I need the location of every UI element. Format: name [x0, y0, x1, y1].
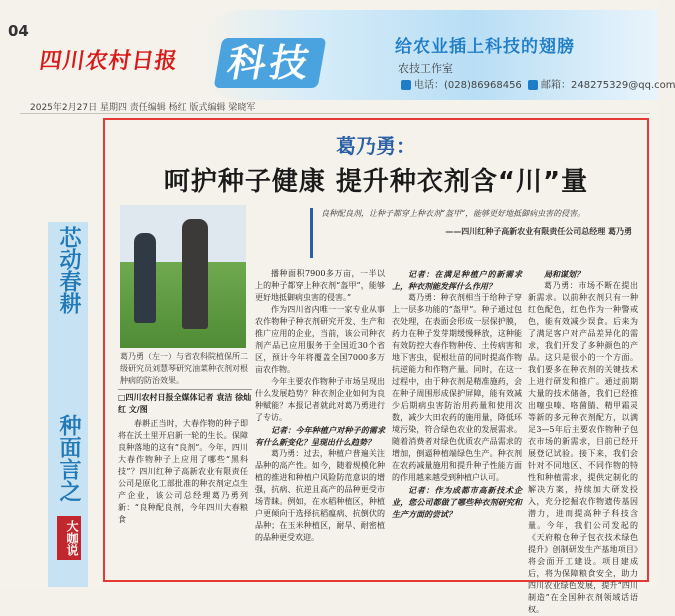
photo-person-left	[134, 233, 156, 323]
article-column-2	[255, 268, 385, 574]
pull-quote-source: ——四川红种子高新农业有限责任公司总经理 葛乃勇	[445, 227, 632, 236]
interview-question: 记者：在满足种植户的新需求上，种衣剂能发挥什么作用？	[392, 269, 522, 291]
article-photo	[120, 205, 246, 348]
contact-line	[398, 76, 675, 91]
dateline: 2025年2月27日 星期四 责任编辑 杨红 版式编辑 梁晓军	[30, 103, 256, 113]
pull-quote	[310, 208, 632, 258]
article-kicker: 葛乃勇：	[336, 134, 416, 158]
photo-person-right	[182, 219, 208, 329]
photo-caption: 葛乃勇（左一）与省农科院植保所二级研究员刘慧琴研究油菜种衣剂对根肿病的防治效果。	[120, 352, 248, 385]
header-divider	[20, 113, 650, 114]
side-strip-subtitle: 种面言之	[56, 414, 82, 502]
interview-answer: 葛乃勇：种衣剂相当于给种子穿上一层多功能的“盔甲”。种子通过包衣处理，在表面会形成一层保护膜，药力在种子发芽期缓慢释放，这种能有效防控大春作物种传、土传病害和地下害虫，促根壮苗的同时提高作物抗逆能力和作物产量。同时，在这一过程中，由于种衣剂是精准施药，会在种子周围形成保护屏障，能有效减少后期病虫害防治用药量和使用次数，减少大田农药的施用量，降低环境污染，符合绿色农业的发展需求。随着消费者对绿色优质农产品需求的增加，倒逼种植端绿色生产。种衣剂在农药减量施用和提升种子性能方面的作用越来越受到种植户认可。	[392, 293, 522, 482]
mail-icon	[528, 80, 538, 90]
studio-label: 农技工作室	[398, 62, 453, 75]
side-strip-title: 芯动春耕	[56, 226, 82, 314]
article-column-1	[118, 418, 248, 574]
section-slogan: 给农业插上科技的翅膀	[395, 37, 575, 57]
interview-question: 记者：今年种植户对种子的需求有什么新变化？呈现出什么趋势？	[255, 425, 385, 447]
article-column-3	[392, 268, 522, 574]
interview-question: 记者：作为成都市高新技术企业，您公司都做了哪些种衣剂研究和生产方面的尝试？	[392, 485, 522, 519]
column-paragraph: 春耕正当时，大春作物的种子即将在沃土里开启新一轮的生长。保障良种落地的这有“良剂”。今年，四川大春作物种子上应用了哪些“黑科技”？四川红种子高新农业有限责任公司是原化工部批准的种衣剂定点生产企业，该公司总经理葛乃勇列新：“良种配良剂，今年四川大春粮食	[118, 419, 248, 524]
email-address: 248275329@qq.com	[570, 80, 675, 91]
section-title: 科技	[214, 38, 327, 88]
phone-number: (028)86968456	[444, 80, 522, 91]
pull-quote-text: 良种配良剂，让种子都穿上种衣剂“盔甲”，能够更好地抵御病虫害的侵害。	[321, 209, 586, 218]
page-number: 04	[8, 22, 29, 40]
interview-question-end: 局和谋划？	[544, 269, 584, 279]
phone-icon	[401, 80, 411, 90]
interview-answer: 葛乃勇：市场不断在提出新需求。以前种衣剂只有一种红色配色，红色作为一种警戒色，能有效减少误食。后来为了满足客户对产品差异化的需求，我们开发了多种颜色的产品。这只是很小的一个方面。我们要多在种衣剂的关键技术上进行研发和推广。通过前期大量的技术储备，我们已经推出噻虫嗪、咯菌腈、精甲霜灵等新的多元种衣剂配方，以满足3—5年后主要农作物种子包衣市场的新需求，目前已经开展登记试验。接下来，我们会针对不同地区、不同作物的特性和种植需求，提供定制化的解决方案，持续加大研发投入，充分挖掘农作物遗传基因潜力，进而提高种子科技含量。今年，我们公司发起的《天府粮仓种子包衣技术绿色提升》创制研发生产基地项目》将会面开工建设。项目建成后，将为保障粮食安全，助力四川农业绿色发展，提升“四川制造”在全国种衣剂领域话语权。	[528, 281, 638, 614]
column-paragraph: 播种面积7900多万亩，一半以上的种子都穿上种衣剂“盔甲”，能够更好地抵御病虫害的侵害。”	[255, 269, 385, 302]
column-paragraph: 今年主要农作物种子市场呈现出什么发展趋势？种衣剂企业如何为良种赋能？本报记者就此对葛乃勇进行了专访。	[255, 377, 385, 422]
column-paragraph: 作为四川省内唯一一家专业从事农作物种子种衣剂研究开发、生产和推广应用的企业，当前，该公司种衣剂产品已应用服务于全国近30个省区，预计今年将覆盖全国7000多万亩农作物。	[255, 305, 385, 374]
email-label: 邮箱：	[540, 80, 571, 91]
phone-label: 电话：	[414, 80, 444, 91]
article-headline: 呵护种子健康 提升种衣剂含“川”量	[163, 167, 589, 197]
side-strip-tag: 大咖说	[57, 516, 81, 560]
article-column-4	[528, 268, 638, 614]
interview-answer: 葛乃勇：过去，种植户普遍关注品种的高产性。如今，随着规模化种植的推进和种植户风险防范意识的增强，抗病、抗逆且高产的品种更受市场青睐。例如，在水稻种植区，种植户更倾向于选择抗稻瘟病、抗倒伏的品种；在玉米种植区，耐旱、耐密植的品种更受欢迎。	[255, 449, 385, 542]
masthead-logo: 四川农村日报	[37, 48, 180, 74]
article-byline: □四川农村日报全媒体记者 袁洁 徐灿红 文/图	[118, 389, 252, 416]
